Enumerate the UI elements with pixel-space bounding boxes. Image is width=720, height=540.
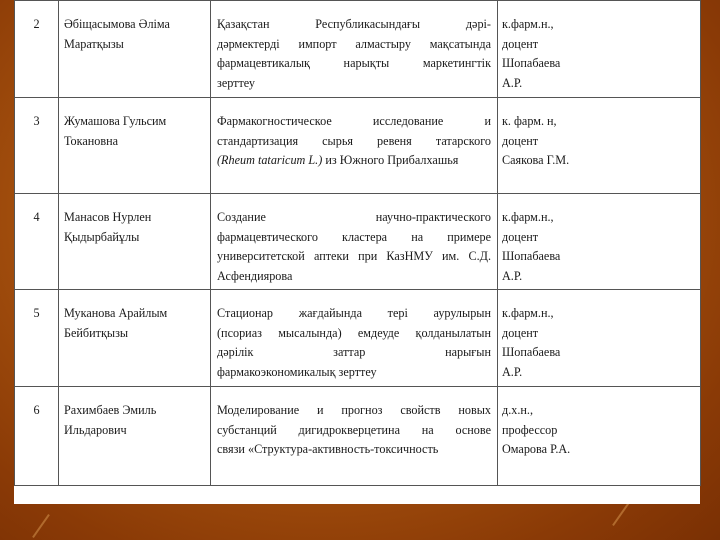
name-line: Токановна <box>64 133 119 148</box>
topic-line: (псориаз мысалында) емдеуде қолданылатын <box>217 325 491 340</box>
name-line: Бейбитқызы <box>64 325 129 340</box>
supervisor-line: к.фарм.н., <box>502 210 554 224</box>
name-line: Манасов Нурлен <box>64 210 152 224</box>
table-row <box>15 387 701 486</box>
supervisor <box>498 98 701 194</box>
supervisor-line: к. фарм. н, <box>502 114 557 128</box>
row-number: 6 <box>15 387 59 486</box>
topic-line: фармакоэкономикалық зерттеу <box>217 364 377 379</box>
student-name <box>59 387 211 486</box>
supervisor-line: доцент <box>502 229 539 244</box>
topic-line: Асфендиярова <box>217 268 293 283</box>
supervisor-line: Шопабаева <box>502 249 561 263</box>
thesis-topic <box>211 194 498 290</box>
supervisor <box>498 1 701 98</box>
supervisor-line: к.фарм.н., <box>502 17 554 31</box>
supervisor <box>498 290 701 387</box>
name-line: Қыдырбайұлы <box>64 229 140 244</box>
table-row <box>15 1 701 98</box>
topic-line: стандартизация сырья ревеня татарского <box>217 133 491 148</box>
table-row <box>15 290 701 387</box>
name-line: Маратқызы <box>64 36 124 51</box>
row-number: 3 <box>15 98 59 194</box>
topic-line: фармацевтикалық нарықты маркетингтік <box>217 56 491 70</box>
topic-line: Стационар жағдайында тері аурулырын <box>217 306 491 320</box>
topic-line: дәрілік заттар нарығын <box>217 345 491 359</box>
topic-line: Қазақстан Республикасындағы дәрі- <box>217 17 491 31</box>
topic-line: Создание научно-практического <box>217 210 491 224</box>
topic-line: фармацевтического кластера на примере <box>217 229 491 244</box>
background-streak <box>32 514 50 538</box>
table-row <box>15 194 701 290</box>
supervisor <box>498 387 701 486</box>
supervisor-line: профессор <box>502 422 558 437</box>
student-name <box>59 194 211 290</box>
topic-tail: из Южного Прибалхашья <box>322 153 459 167</box>
student-name <box>59 98 211 194</box>
topic-line: связи «Структура-активность-токсичность <box>217 442 439 456</box>
supervisor-line: Шопабаева <box>502 345 561 359</box>
name-line: Ильдарович <box>64 422 127 437</box>
supervisor-line: Омарова Р.А. <box>502 442 571 456</box>
topic-line <box>217 151 491 171</box>
topic-line: Фармакогностическое исследование и <box>217 114 491 128</box>
thesis-topic <box>211 290 498 387</box>
supervisor-line: д.х.н., <box>502 403 534 417</box>
topic-line: Моделирование и прогноз свойств новых <box>217 403 491 417</box>
name-line: Жумашова Гульсим <box>64 114 167 128</box>
supervisor <box>498 194 701 290</box>
supervisor-line: А.Р. <box>502 268 523 283</box>
supervisor-line: доцент <box>502 36 539 51</box>
topic-line: субстанций дигидрокверцетина на основе <box>217 422 491 437</box>
student-name <box>59 290 211 387</box>
supervisor-line: А.Р. <box>502 75 523 90</box>
row-number: 5 <box>15 290 59 387</box>
table-row <box>15 98 701 194</box>
thesis-topic <box>211 98 498 194</box>
name-line: Рахимбаев Эмиль <box>64 403 157 417</box>
name-line: Әбіщасымова Әліма <box>64 17 170 31</box>
thesis-topic <box>211 1 498 98</box>
row-number: 4 <box>15 194 59 290</box>
latin-name: (Rheum tataricum L.) <box>217 153 323 167</box>
topic-line: зерттеу <box>217 75 256 90</box>
document-sheet <box>14 0 700 504</box>
supervisor-line: к.фарм.н., <box>502 306 554 320</box>
student-name <box>59 1 211 98</box>
topic-line: дәрмектерді импорт алмастыру мақсатында <box>217 36 491 51</box>
name-line: Муканова Арайлым <box>64 306 168 320</box>
thesis-topics-table <box>14 0 701 486</box>
supervisor-line: Саякова Г.М. <box>502 153 570 167</box>
supervisor-line: Шопабаева <box>502 56 561 70</box>
supervisor-line: А.Р. <box>502 364 523 379</box>
row-number: 2 <box>15 1 59 98</box>
thesis-topic <box>211 387 498 486</box>
supervisor-line: доцент <box>502 133 539 148</box>
topic-line: университетской аптеки при КазНМУ им. С.Д. <box>217 249 491 263</box>
supervisor-line: доцент <box>502 325 539 340</box>
background-streak <box>612 502 630 526</box>
